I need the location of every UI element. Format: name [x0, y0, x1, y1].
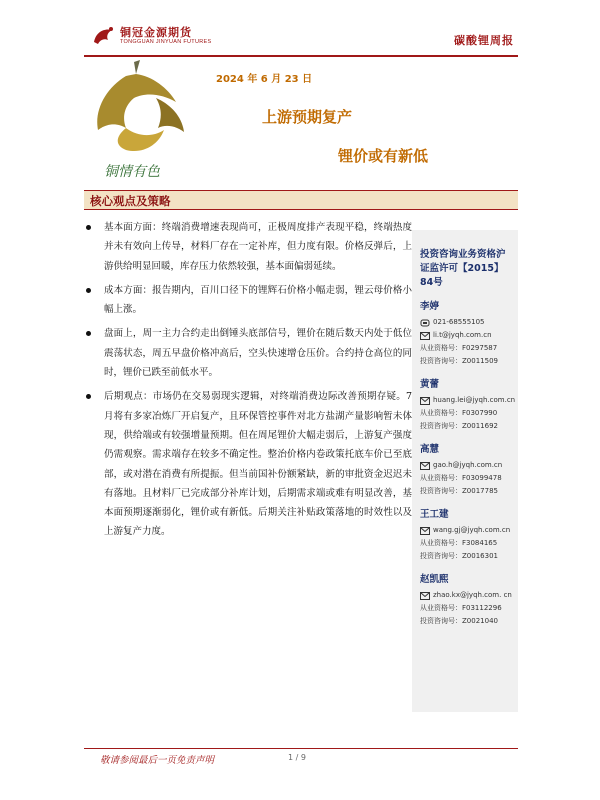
bullet-text: 成本方面：报告期内，百川口径下的锂辉石价格小幅走弱，锂云母价格小幅上涨。	[104, 284, 412, 316]
core-views-list	[84, 218, 412, 547]
analyst-card	[420, 573, 512, 628]
analyst-consult-no: 投资咨询号：Z0021040	[420, 617, 498, 625]
page-number: 1 / 9	[288, 753, 306, 762]
analyst-email[interactable]: huang.lei@jyqh.com.cn	[433, 396, 516, 404]
email-icon	[420, 332, 430, 340]
section-header-bar	[84, 190, 518, 210]
analyst-card	[420, 378, 516, 433]
email-icon	[420, 397, 430, 405]
company-name-cn: 铜冠金源期货	[120, 26, 192, 39]
bullet-text: 盘面上，周一主力合约走出倒锤头底部信号，锂价在随后数天内处于低位震荡状态，周五早盘价格冲高后，空头快速增仓压价。合约持仓高位的同时，锂价已跌至前低水平。	[104, 328, 412, 379]
analyst-email-row[interactable]	[420, 394, 516, 407]
analyst-license: 从业资格号：F0307990	[420, 409, 498, 417]
brush-art-image	[86, 58, 206, 188]
bullet-market	[84, 324, 412, 382]
bullet-dot-icon	[86, 331, 91, 336]
analyst-license: 从业资格号：F0297587	[420, 344, 498, 352]
analyst-email-row[interactable]	[420, 589, 512, 602]
section-title: 核心观点及策略	[90, 194, 171, 208]
report-title-line1: 上游预期复产	[262, 108, 353, 126]
analyst-license: 从业资格号：F03112296	[420, 604, 502, 612]
phone-icon	[420, 319, 430, 327]
report-title-line2: 锂价或有新低	[338, 147, 429, 165]
header-divider	[84, 55, 518, 57]
analyst-license: 从业资格号：F03099478	[420, 474, 502, 482]
bullet-text: 基本面方面：终端消费增速表现尚可，正极周度排产表现平稳，终端热度并未有效向上传导，材料厂存在一定补库，但力度有限。价格反弹后，上游供给明显回暖，库存压力依然较强，基本面偏弱延续。	[104, 222, 412, 272]
analyst-consult-no: 投资咨询号：Z0011692	[420, 422, 498, 430]
bullet-cost	[84, 281, 412, 320]
qualification-text: 投资咨询业务资格沪证监许可【2015】84号	[420, 249, 506, 288]
analyst-phone: 021-68555105	[433, 318, 485, 326]
footer-divider	[84, 748, 518, 749]
bullet-fundamentals	[84, 218, 412, 276]
analyst-card	[420, 300, 512, 368]
analyst-consult-no: 投资咨询号：Z0017785	[420, 487, 498, 495]
analyst-license: 从业资格号：F3084165	[420, 539, 498, 547]
company-logo-icon	[90, 24, 118, 48]
bullet-dot-icon	[86, 394, 91, 399]
report-date: 2024 年 6 月 23 日	[216, 74, 313, 85]
bullet-outlook	[84, 387, 412, 541]
analyst-name: 王工建	[420, 509, 449, 520]
analyst-email[interactable]: zhao.kx@jyqh.com. cn	[433, 591, 512, 599]
company-name-en: TONGGUAN JINYUAN FUTURES	[120, 39, 212, 45]
analyst-card	[420, 508, 512, 563]
page-header	[84, 22, 518, 54]
email-icon	[420, 527, 430, 535]
analyst-sidebar	[412, 230, 518, 712]
analyst-name: 高慧	[420, 444, 440, 455]
analyst-card	[420, 443, 512, 498]
analyst-name: 黄蕾	[420, 379, 440, 390]
bullet-text: 后期观点：市场仍在交易弱现实逻辑，对终端消费边际改善预期存疑。7月将有多家冶炼厂开启复产，且环保管控事件对北方盐湖产量影响暂未体现，供给端或有较强增量预期。但在周尾锂价大幅走弱后，上游复产强度仍需观察。需求端存在较多不确定性。整治价格内卷政策托底车价已至底部，或对潜在消费有所提振。但当前国补份额紧缺，新的审批资金迟迟未有落地。且材料厂已完成部分补库计划，后期需求端或难有明显改善，基本面预期逐渐弱化，锂价或有新低。后期关注补贴政策落地的时效性以及上游复产力度。	[104, 391, 412, 538]
analyst-consult-no: 投资咨询号：Z0016301	[420, 552, 498, 560]
analyst-email[interactable]: li.t@jyqh.com.cn	[433, 331, 492, 339]
bullet-dot-icon	[86, 288, 91, 293]
analyst-email-row[interactable]	[420, 329, 512, 342]
report-type: 碳酸锂周报	[454, 34, 514, 47]
bullet-dot-icon	[86, 225, 91, 230]
analyst-email-row[interactable]	[420, 524, 512, 537]
analyst-email[interactable]: wang.gj@jyqh.com.cn	[433, 526, 511, 534]
brush-art-caption: 铜情有色	[104, 164, 160, 180]
analyst-consult-no: 投资咨询号：Z0011509	[420, 357, 498, 365]
analyst-phone-row	[420, 316, 512, 329]
analyst-name: 赵凯熙	[420, 574, 449, 585]
analyst-email-row[interactable]	[420, 459, 512, 472]
email-icon	[420, 592, 430, 600]
email-icon	[420, 462, 430, 470]
analyst-name: 李婷	[420, 301, 440, 312]
analyst-email[interactable]: gao.h@jyqh.com.cn	[433, 461, 503, 469]
footer-disclaimer-link[interactable]: 敬请参阅最后一页免责声明	[100, 755, 215, 766]
